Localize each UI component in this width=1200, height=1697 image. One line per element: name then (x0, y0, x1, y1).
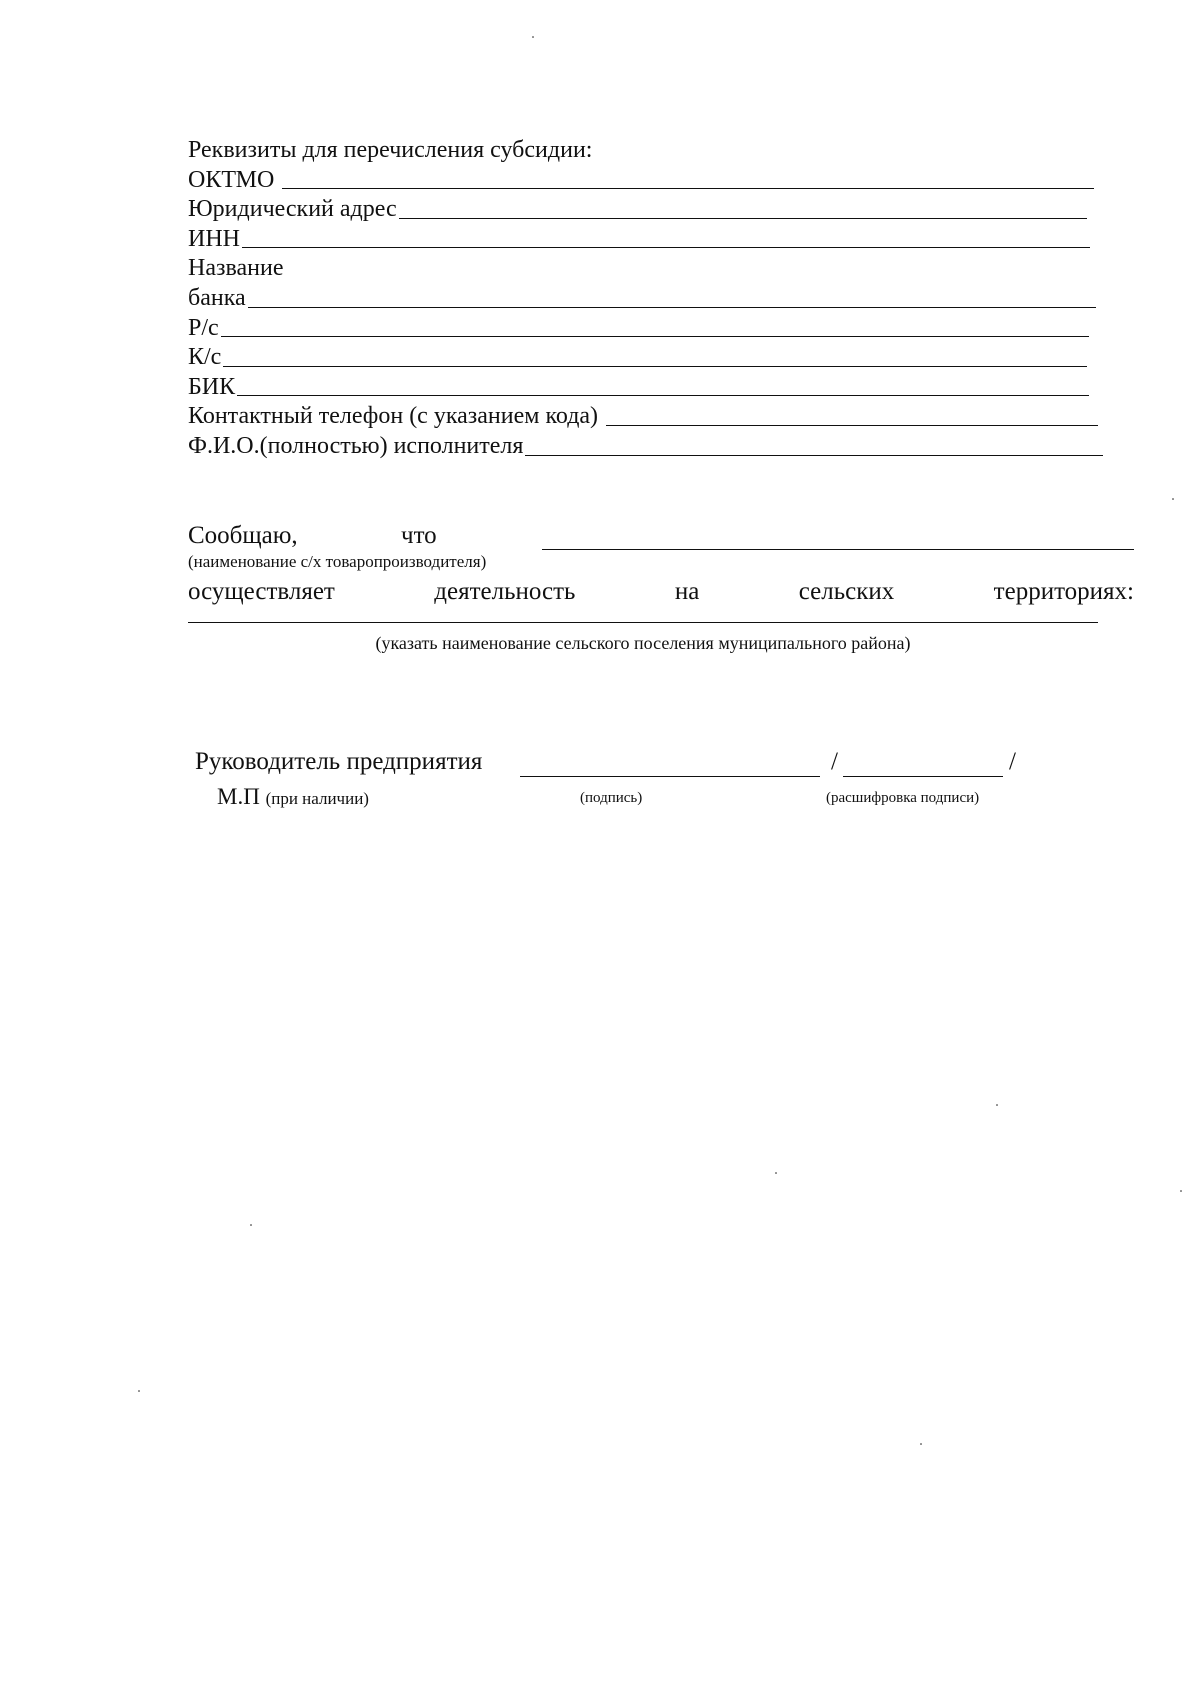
scan-speck (1172, 498, 1174, 500)
oktmo-field[interactable] (282, 188, 1094, 189)
bik-label: БИК (188, 373, 236, 400)
scan-speck (250, 1224, 252, 1226)
ks-label: К/с (188, 344, 222, 371)
signature-captions (195, 784, 1095, 810)
phone-row (188, 402, 1128, 432)
signature-section (195, 748, 1095, 810)
message-row-2 (188, 578, 1134, 610)
manager-label: Руководитель предприятия (195, 748, 483, 775)
scan-speck (775, 1172, 777, 1174)
message-word: территориях: (993, 578, 1134, 605)
seal-abbrev: М.П (217, 784, 260, 809)
bik-row (188, 373, 1128, 403)
seal-note: (при наличии) (265, 789, 369, 808)
requisites-section (188, 136, 1128, 462)
scan-speck (138, 1390, 140, 1392)
bank-name-row (188, 284, 1128, 314)
signature-field[interactable] (520, 776, 820, 777)
message-word: сельских (798, 578, 895, 605)
signature-row (195, 748, 1095, 784)
message-word-that: что (401, 522, 437, 549)
inn-field[interactable] (242, 247, 1090, 248)
legal-address-row (188, 195, 1128, 225)
producer-caption: (наименование с/х товаропроизводителя) (188, 552, 487, 571)
settlement-name-field[interactable] (188, 622, 1098, 623)
inn-label: ИНН (188, 225, 240, 252)
bik-field[interactable] (237, 395, 1089, 396)
message-row-1 (188, 522, 1134, 552)
slash-right: / (1009, 748, 1016, 775)
phone-label: Контактный телефон (с указанием кода) (188, 403, 599, 430)
message-word: деятельность (434, 578, 576, 605)
producer-name-field[interactable] (542, 549, 1134, 550)
message-word-report: Сообщаю, (188, 522, 298, 549)
executor-label: Ф.И.О.(полностью) исполнителя (188, 432, 524, 459)
signature-caption: (подпись) (580, 790, 643, 806)
rs-field[interactable] (221, 336, 1089, 337)
signature-decoding-caption: (расшифровка подписи) (826, 790, 980, 806)
signature-decoding-field[interactable] (843, 776, 1003, 777)
scan-speck (532, 36, 534, 38)
rs-label: Р/с (188, 314, 219, 341)
scan-speck (920, 1443, 922, 1445)
requisites-title: Реквизиты для перечисления субсидии: (188, 137, 593, 163)
bank-name-label-line1: Название (188, 255, 284, 282)
ks-row (188, 343, 1128, 373)
seal-label (217, 784, 369, 810)
ks-field[interactable] (223, 366, 1087, 367)
settlement-caption: (указать наименование сельского поселения муниципального района) (375, 633, 911, 653)
oktmo-label: ОКТМО (188, 166, 275, 193)
inn-row (188, 225, 1128, 255)
legal-address-label: Юридический адрес (188, 196, 397, 223)
message-section (188, 522, 1134, 654)
executor-row (188, 432, 1128, 462)
executor-field[interactable] (525, 455, 1103, 456)
bank-name-field[interactable] (248, 307, 1096, 308)
message-word: на (674, 578, 700, 605)
legal-address-field[interactable] (399, 218, 1087, 219)
phone-field[interactable] (606, 425, 1098, 426)
rs-row (188, 314, 1128, 344)
slash-left: / (831, 748, 838, 775)
message-word: осуществляет (188, 578, 335, 605)
bank-name-label-line2: банка (188, 284, 246, 311)
scan-speck (1180, 1190, 1182, 1192)
oktmo-row (188, 166, 1128, 196)
scan-speck (996, 1104, 998, 1106)
